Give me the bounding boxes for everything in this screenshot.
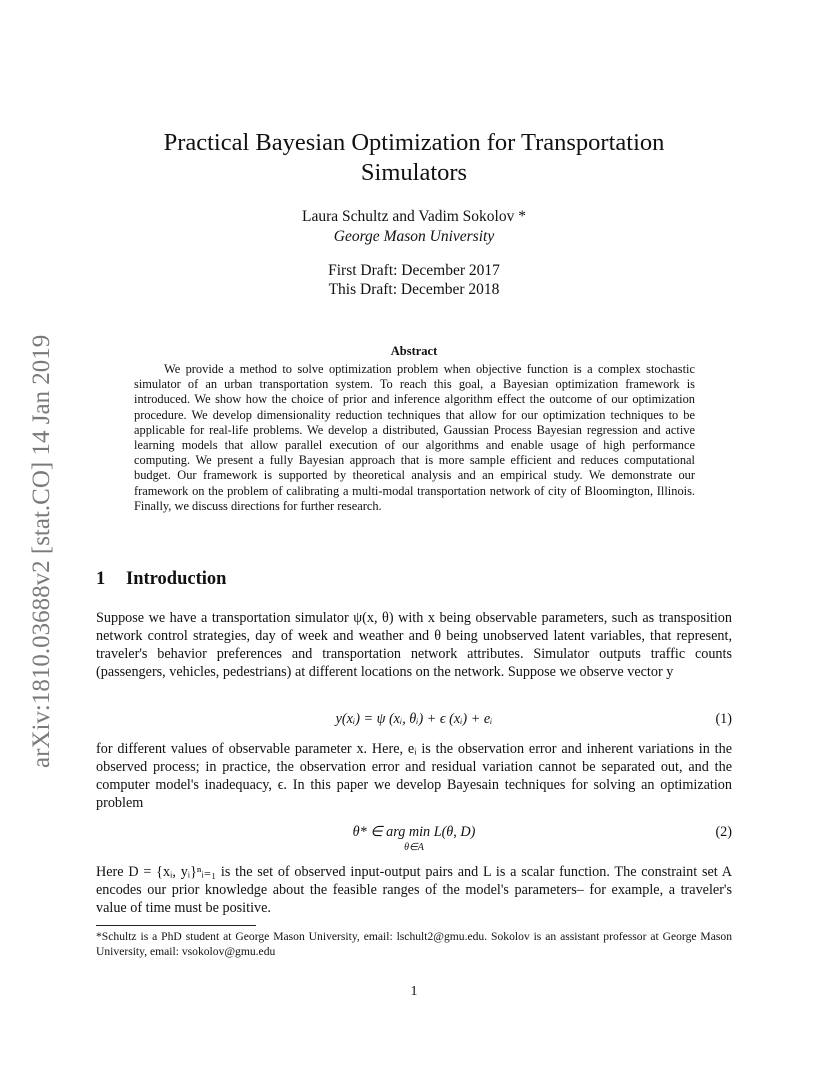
section-number: 1 — [96, 569, 106, 589]
intro-paragraph-1: Suppose we have a transportation simulator ψ(x, θ) with x being observable parameters, such as transposition network control strategies, day of week and weather and θ being unobserved latent variables, that represent, traveler's behavior preferences and transportation network attributes. Simulator outputs traffic counts (passengers, vehicles, pedestrians) at different locations on the network. Suppose we observe vector y — [96, 610, 732, 680]
paper-title: Practical Bayesian Optimization for Transportation Simulators — [163, 129, 665, 186]
authors: Laura Schultz and Vadim Sokolov * — [301, 208, 526, 225]
equation-2-tag: (2) — [715, 824, 732, 840]
this-draft-date: This Draft: December 2018 — [328, 281, 500, 298]
equation-2-subscript: θ∈A — [404, 842, 424, 853]
page-number: 1 — [410, 984, 418, 999]
footnote: *Schultz is a PhD student at George Mason University, email: lschult2@gmu.edu. Sokolov is an assistant professor at George Mason University, email: vsokolov@gmu.edu — [96, 930, 732, 958]
abstract-text: We provide a method to solve optimization problem when objective function is a complex stochastic simulator of an urban transportation system. To reach this goal, a Bayesian optimization framework is introduced. We show how the choice of prior and inference algorithm effect the outcome of our optimization procedure. We develop dimensionality reduction techniques that allow for our optimization techniques to be applicable for real-life problems. We develop a distributed, Gaussian Process Bayesian regression and active learning models that allow parallel execution of our algorithms and enable usage of high performance computing. We present a fully Bayesian approach that is more sample efficient and reduces computational budget. Our framework is supported by theoretical analysis and an empirical study. We demonstrate our framework on the problem of calibrating a multi-modal transportation network of city of Bloomington, Illinois. Finally, we discuss directions for further research. — [134, 362, 695, 513]
section-heading — [96, 569, 226, 590]
intro-paragraph-2: for different values of observable parameter x. Here, eᵢ is the observation error and inherent variations in the observed process; in practice, the observation error and residual variation cannot be separated out, and the computer model's inadequacy, ϵ. In this paper we develop Bayesain techniques for solving an optimization problem — [96, 741, 732, 811]
section-title: Introduction — [126, 569, 227, 589]
first-draft-date: First Draft: December 2017 — [328, 262, 500, 279]
abstract-heading: Abstract — [390, 344, 438, 358]
equation-1-tag: (1) — [715, 711, 732, 727]
footnote-rule — [96, 925, 256, 926]
equation-2-body: θ* ∈ arg min L(θ, D) — [352, 824, 476, 840]
equation-1-body: y(xᵢ) = ψ (xᵢ, θᵢ) + ϵ (xᵢ) + eᵢ — [335, 711, 493, 727]
arxiv-identifier: arXiv:1810.03688v2 [stat.CO] 14 Jan 2019 — [28, 334, 55, 768]
affiliation: George Mason University — [333, 228, 495, 245]
intro-paragraph-3: Here D = {xᵢ, yᵢ}ⁿᵢ₌₁ is the set of observed input-output pairs and L is a scalar function. The constraint set A encodes our prior knowledge about the feasible ranges of the model's parameters– for example, a traveler's value of time must be positive. — [96, 864, 732, 916]
